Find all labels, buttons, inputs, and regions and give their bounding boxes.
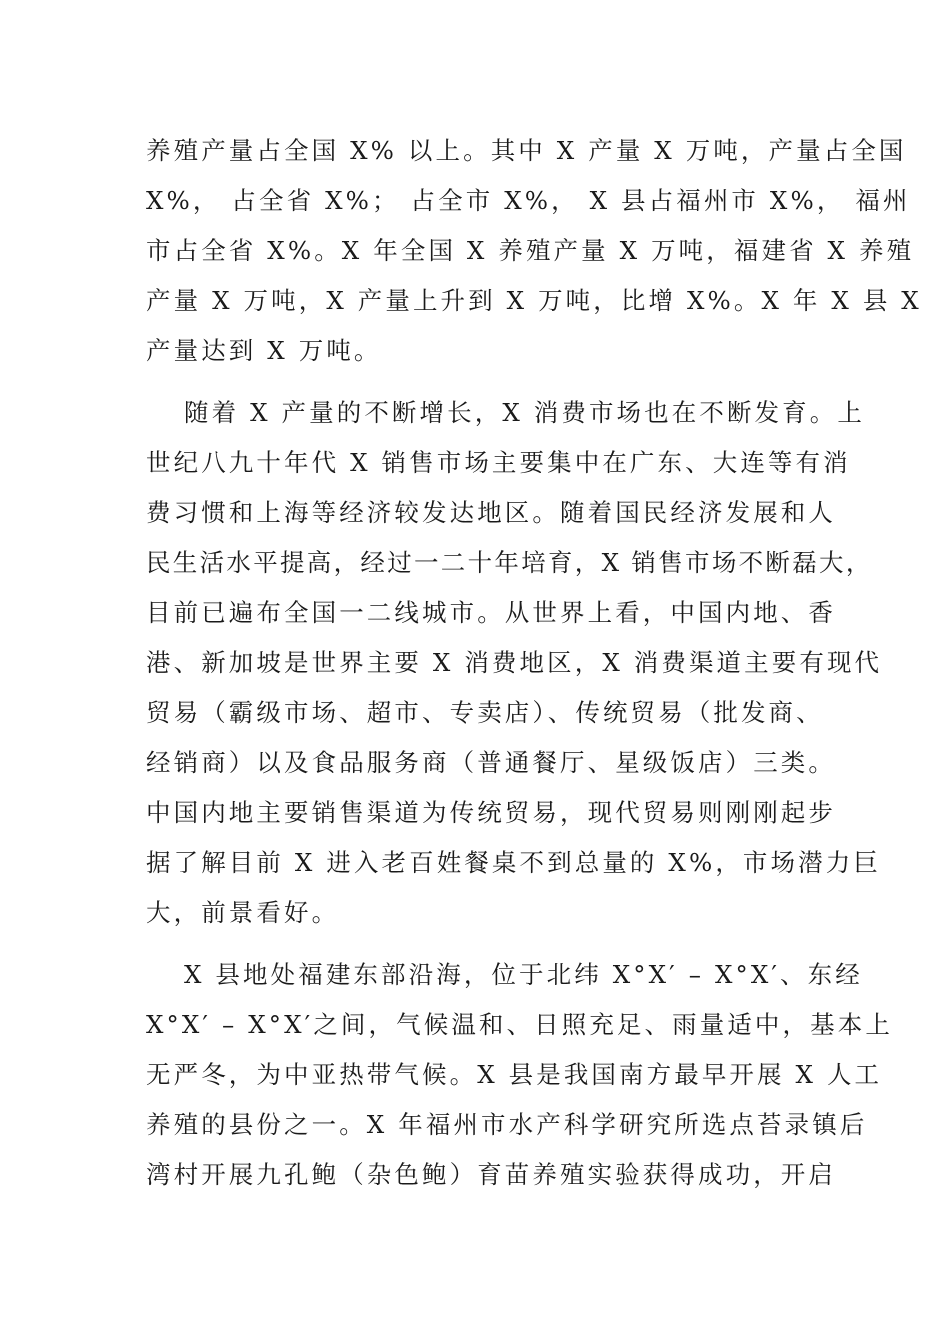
text-line: 费习惯和上海等经济较发达地区。随着国民经济发展和人: [146, 498, 836, 527]
text-line: 随着 X 产量的不断增长，X 消费市场也在不断发育。上: [184, 398, 865, 427]
text-line: 无严冬，为中亚热带气候。X 县是我国南方最早开展 X 人工: [146, 1060, 883, 1089]
text-line: 养殖的县份之一。X 年福州市水产科学研究所选点苔录镇后: [146, 1110, 868, 1139]
text-line: 养殖产量占全国 X% 以上。其中 X 产量 X 万吨，产量占全国: [146, 136, 907, 165]
text-line: 湾村开展九孔鲍（杂色鲍）育苗养殖实验获得成功，开启: [146, 1160, 836, 1189]
text-line: 港、新加坡是世界主要 X 消费地区，X 消费渠道主要有现代: [146, 648, 883, 677]
text-line: 目前已遍布全国一二线城市。从世界上看，中国内地、香: [146, 598, 836, 627]
text-line: 产量达到 X 万吨。: [146, 336, 382, 365]
text-line: 市占全省 X%。X 年全国 X 养殖产量 X 万吨，福建省 X 养殖: [146, 236, 915, 265]
text-line: 经销商）以及食品服务商（普通餐厅、星级饭店）三类。: [146, 748, 836, 777]
text-line: 大，前景看好。: [146, 898, 340, 927]
text-line: 中国内地主要销售渠道为传统贸易，现代贸易则刚刚起步: [146, 798, 836, 827]
text-line: 据了解目前 X 进入老百姓餐桌不到总量的 X%，市场潜力巨: [146, 848, 881, 877]
text-line: X%， 占全省 X%； 占全市 X%， X 县占福州市 X%， 福州: [146, 186, 911, 215]
text-line: 产量 X 万吨，X 产量上升到 X 万吨，比增 X%。X 年 X 县 X: [146, 286, 922, 315]
text-line: X°X′ – X°X′之间，气候温和、日照充足、雨量适中，基本上: [146, 1010, 893, 1039]
text-line: 贸易（霸级市场、超市、专卖店）、传统贸易（批发商、: [146, 698, 824, 727]
text-line: X 县地处福建东部沿海，位于北纬 X°X′ – X°X′、东经: [184, 960, 863, 989]
text-line: 世纪八九十年代 X 销售市场主要集中在广东、大连等有消: [146, 448, 851, 477]
text-line: 民生活水平提高，经过一二十年培育，X 销售市场不断磊大，: [146, 548, 873, 577]
